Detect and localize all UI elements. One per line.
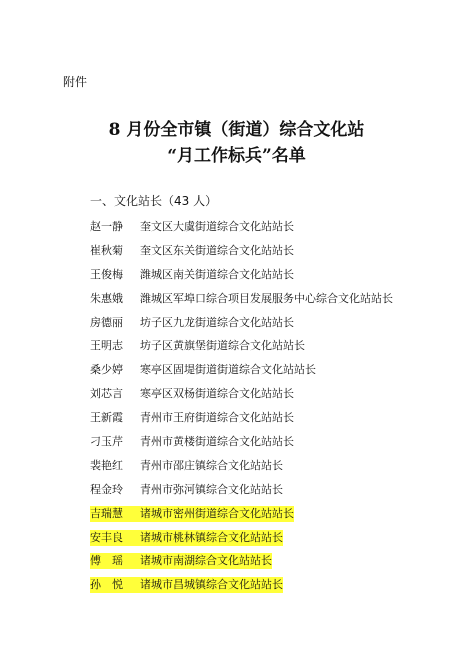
person-name: 王明志 [90,339,123,353]
position-title: 诸城市桃林镇综合文化站站长 [140,530,283,544]
person-name: 崔秋菊 [90,243,123,257]
document-title-line-2: “月工作标兵”名单 [167,146,306,166]
document-title-line-1: 8 月份全市镇（街道）综合文化站 [108,120,365,140]
person-name: 刘芯言 [90,387,123,401]
list-item [90,291,393,315]
person-name: 孙 悦 [90,577,140,593]
person-name: 桑少婷 [90,363,123,377]
person-name: 吉瑞慧 [90,506,140,522]
attachment-label: 附件 [63,75,88,89]
position-title: 诸城市南湖综合文化站站长 [140,554,272,568]
position-title: 潍城区南关街道综合文化站站长 [140,267,294,281]
position-title: 诸城市密州街道综合文化站站长 [140,506,294,520]
list-item [90,219,393,243]
position-title: 潍城区军埠口综合项目发展服务中心综合文化站站长 [140,291,393,305]
person-name: 程金玲 [90,482,123,496]
list-item [90,482,393,506]
position-title: 奎文区东关街道综合文化站站长 [140,243,294,257]
position-title: 诸城市昌城镇综合文化站站长 [140,578,283,592]
person-name: 王新霞 [90,411,123,425]
position-title: 青州市弥河镇综合文化站站长 [140,482,283,496]
list-item [90,386,393,410]
list-item [90,577,393,601]
position-title: 青州市邵庄镇综合文化站站长 [140,458,283,472]
position-title: 坊子区九龙街道综合文化站站长 [140,315,294,329]
person-name: 王俊梅 [90,267,123,281]
list-item [90,338,393,362]
list-item [90,506,393,530]
person-name: 赵一静 [90,220,123,233]
list-item [90,410,393,434]
person-name: 刁玉芹 [90,435,123,449]
list-item [90,267,393,291]
person-name: 安丰良 [90,530,140,546]
list-item [90,434,393,458]
list-item [90,553,393,577]
position-title: 寒亭区双杨街道综合文化站站长 [140,387,294,401]
list-item [90,458,393,482]
position-title: 奎文区大虞街道综合文化站站长 [140,220,294,233]
section-heading: 一、文化站长（43 人） [90,194,218,208]
person-name: 朱惠娥 [90,291,123,305]
position-title: 寒亭区固堤街道街道综合文化站站长 [140,363,316,377]
position-title: 青州市王府街道综合文化站站长 [140,411,294,425]
station-head-list [90,219,393,601]
list-item [90,362,393,386]
person-name: 裴艳红 [90,458,123,472]
person-name: 傅 瑶 [90,553,140,569]
list-item [90,315,393,339]
position-title: 坊子区黄旗堡街道综合文化站站长 [140,339,305,353]
person-name: 房德丽 [90,315,123,329]
list-item [90,243,393,267]
list-item [90,530,393,554]
position-title: 青州市黄楼街道综合文化站站长 [140,435,294,449]
